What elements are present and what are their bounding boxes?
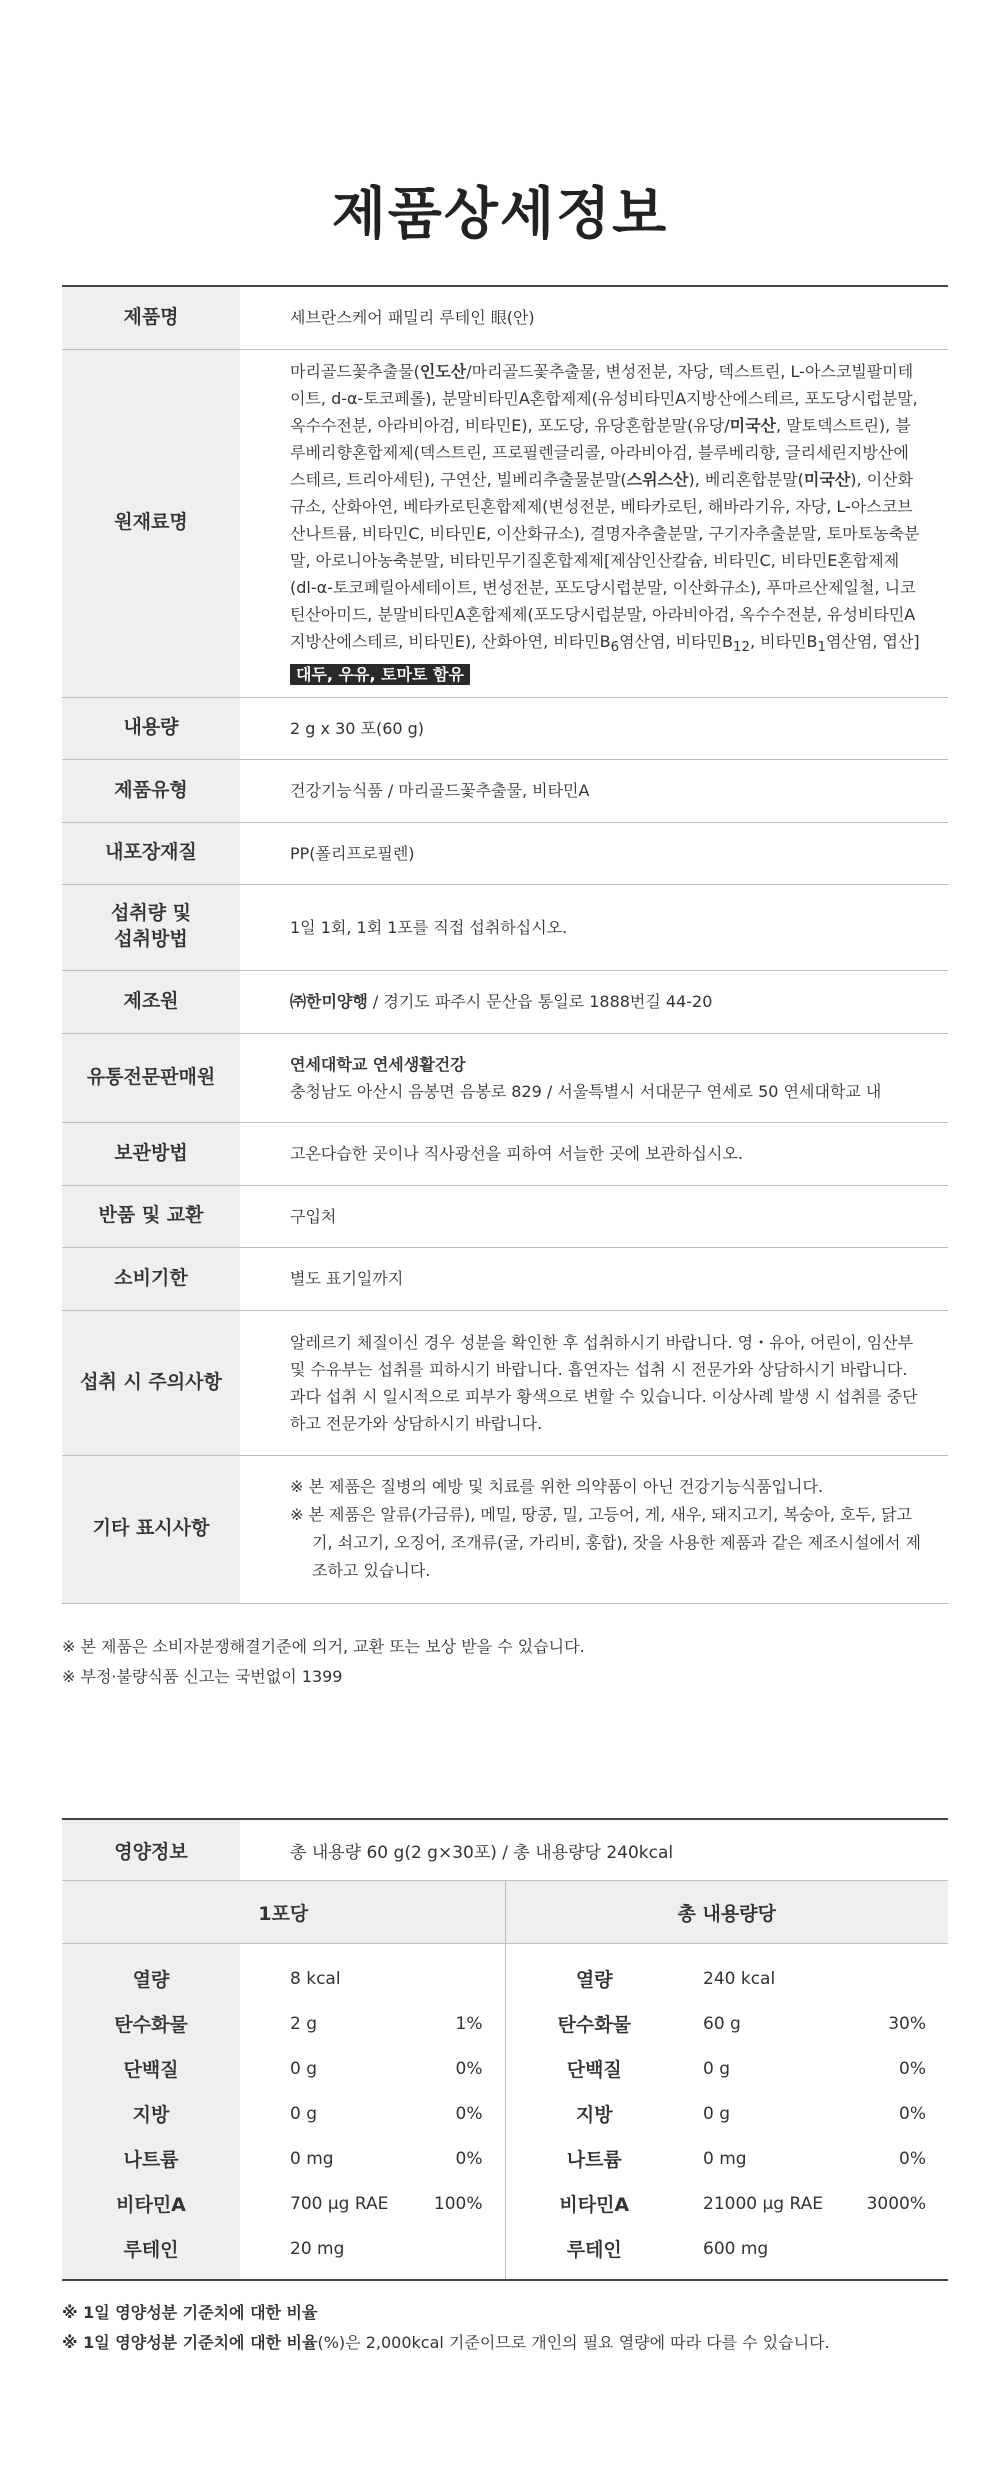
nutrition-row bbox=[62, 2136, 948, 2181]
origin-india: 인도산 bbox=[419, 361, 467, 381]
value-type: 건강기능식품 / 마리골드꽃추출물, 비타민A bbox=[240, 759, 948, 822]
nutrition-row bbox=[62, 2046, 948, 2091]
label-distributor: 유통전문판매원 bbox=[62, 1033, 240, 1122]
value-intake: 1일 1회, 1회 1포를 직접 섭취하십시오. bbox=[240, 884, 948, 970]
nutrition-header bbox=[62, 1819, 948, 1881]
note-line: ※ 부정·불량식품 신고는 국번없이 1399 bbox=[62, 1667, 343, 1686]
total-amount: 0 mg bbox=[703, 2148, 747, 2169]
label-packaging: 내포장재질 bbox=[62, 822, 240, 884]
ingredients-text: ), 베리혼합분말( bbox=[688, 469, 804, 489]
total-percent: 0% bbox=[899, 2103, 926, 2124]
nutrient-name: 열량 bbox=[62, 1944, 240, 2002]
per-packet-percent: 0% bbox=[455, 2058, 483, 2079]
product-info-table bbox=[62, 285, 948, 1604]
ingredients-text: 염산염, 엽산] bbox=[825, 631, 920, 651]
footnote-text: (%)은 2,000kcal 기준이므로 개인의 필요 열량에 따라 다를 수 있습니다. bbox=[317, 2333, 830, 2352]
label-storage: 보관방법 bbox=[62, 1122, 240, 1185]
nutrient-name: 지방 bbox=[62, 2091, 240, 2136]
page-title: 제품상세정보 bbox=[331, 182, 669, 247]
note-line: ※ 본 제품은 소비자분쟁해결기준에 의거, 교환 또는 보상 받을 수 있습니다. bbox=[62, 1637, 585, 1656]
value-returns: 구입처 bbox=[240, 1185, 948, 1247]
total-percent: 0% bbox=[899, 2148, 926, 2169]
row-product-name bbox=[62, 286, 948, 349]
row-intake bbox=[62, 884, 948, 970]
value-manufacturer bbox=[240, 970, 948, 1033]
subscript: 6 bbox=[610, 640, 620, 656]
label-product-name: 제품명 bbox=[62, 286, 240, 349]
nutrient-name: 나트륨 bbox=[505, 2136, 683, 2181]
label-content: 내용량 bbox=[62, 697, 240, 759]
row-manufacturer bbox=[62, 970, 948, 1033]
nutrition-row bbox=[62, 2181, 948, 2226]
value-caution: 알레르기 체질이신 경우 성분을 확인한 후 섭취하시기 바랍니다. 영・유아, 어린이, 임산부 및 수유부는 섭취를 피하시기 바랍니다. 흡연자는 섭취 시 전문가와 상담하시기 바랍니다. 과다 섭취 시 일시적으로 피부가 황색으로 변할 수 있습니다. 이상사례 발생 시 섭취를 중단하고 전문가와 상담하시기 바랍니다. bbox=[240, 1310, 948, 1455]
nutrient-name: 단백질 bbox=[505, 2046, 683, 2091]
ingredients-text: ), 이산화규소, 산화아연, 베타카로틴혼합제제(변성전분, 베타카로틴, 해바라기유, 자당, L-아스코브산나트륨, 비타민C, 비타민E, 이산화규소), 결명자추출분말, 구기자추출분말, 토마토농축분말, 아로니아농축분말, 비타민무기질혼합제제[제삼인산칼슘, 비타민C, 비타민E혼합제제(dl-α-토코페릴아세테이트, 변성전분, 포도당시럽분말, 이산화규소), 푸마르산제일철, 니코틴산아미드, 분말비타민A혼합제제(포도당시럽분말, 아라비아검, 옥수수전분, 유성비타민A지방산에스테르, 비타민E), 산화아연, 비타민B bbox=[290, 469, 920, 651]
label-caution: 섭취 시 주의사항 bbox=[62, 1310, 240, 1455]
subscript: 1 bbox=[817, 640, 826, 656]
total-percent bbox=[828, 2226, 948, 2280]
total-amount: 0 g bbox=[703, 2058, 731, 2079]
nutrient-name: 탄수화물 bbox=[505, 2001, 683, 2046]
nutrition-rows bbox=[62, 1944, 948, 2281]
row-caution bbox=[62, 1310, 948, 1455]
nutrition-table bbox=[62, 1818, 948, 2281]
label-ingredients: 원재료명 bbox=[62, 349, 240, 697]
row-returns bbox=[62, 1185, 948, 1247]
total-amount: 60 g bbox=[703, 2013, 741, 2034]
value-storage: 고온다습한 곳이나 직사광선을 피하여 서늘한 곳에 보관하십시오. bbox=[240, 1122, 948, 1185]
nutrient-name: 비타민A bbox=[62, 2181, 240, 2226]
nutrient-name: 비타민A bbox=[505, 2181, 683, 2226]
nutrition-label: 영양정보 bbox=[62, 1819, 240, 1881]
other-item: ※ 본 제품은 알류(가금류), 메밀, 땅콩, 밀, 고등어, 게, 새우, 돼지고기, 복숭아, 호두, 닭고기, 쇠고기, 오징어, 조개류(굴, 가리비, 홍합), 잣을 사용한 제품과 같은 제조시설에서 제조하고 있습니다. bbox=[290, 1505, 921, 1580]
per-packet-amount: 700 μg RAE bbox=[290, 2193, 389, 2214]
nutrition-row bbox=[62, 2226, 948, 2280]
row-content bbox=[62, 697, 948, 759]
total-amount: 0 g bbox=[703, 2103, 731, 2124]
per-packet-percent: 0% bbox=[455, 2148, 483, 2169]
footnote-line bbox=[62, 2328, 948, 2358]
nutrient-name: 나트륨 bbox=[62, 2136, 240, 2181]
per-packet-amount: 0 g bbox=[290, 2103, 318, 2124]
per-packet-amount: 2 g bbox=[290, 2013, 318, 2034]
nutrition-row bbox=[62, 2001, 948, 2046]
manufacturer-address: / 경기도 파주시 문산읍 통일로 1888번길 44-20 bbox=[367, 992, 713, 1011]
nutrient-name: 지방 bbox=[505, 2091, 683, 2136]
row-other bbox=[62, 1455, 948, 1603]
other-item: ※ 본 제품은 질병의 예방 및 치료를 위한 의약품이 아닌 건강기능식품입니다. bbox=[290, 1477, 824, 1496]
label-intake-line2: 섭취방법 bbox=[114, 928, 188, 950]
ingredients-text: /마리골드꽃추출물, 변성전분, 자당, 덱스트린, L-아스코빌팔미테이트, d-α-토코페롤), 분말비타민A혼합제제(유성비타민A지방산에스테르, 포도당시럽분말, 옥수수전분, 아라비아검, 비타민E), 포도당, 유당혼합분말(유당/ bbox=[290, 361, 918, 435]
footnote-bold: ※ 1일 영양성분 기준치에 대한 비율 bbox=[62, 2333, 318, 2352]
label-manufacturer: 제조원 bbox=[62, 970, 240, 1033]
footnote-line: ※ 1일 영양성분 기준치에 대한 비율 bbox=[62, 2303, 318, 2322]
ingredients-text: 염산염, 비타민B bbox=[619, 631, 733, 651]
total-percent: 3000% bbox=[866, 2193, 926, 2214]
origin-usa: 미국산 bbox=[803, 469, 851, 489]
label-returns: 반품 및 교환 bbox=[62, 1185, 240, 1247]
value-distributor bbox=[240, 1033, 948, 1122]
nutrient-name: 단백질 bbox=[62, 2046, 240, 2091]
total-percent: 0% bbox=[899, 2058, 926, 2079]
nutrient-name: 루테인 bbox=[505, 2226, 683, 2280]
origin-switzerland: 스위스산 bbox=[626, 469, 689, 489]
ingredients-text: , 말토덱스트린), 블루베리향혼합제제(덱스트린, 프로필렌글리콜, 아라비아검, 블루베리향, 글리세린지방산에스테르, 트리아세틴), 구연산, 빌베리추출물분말( bbox=[290, 415, 911, 489]
total-amount: 600 mg bbox=[683, 2226, 828, 2280]
value-content: 2 g x 30 포(60 g) bbox=[240, 697, 948, 759]
product-notes bbox=[62, 1632, 948, 1692]
row-storage bbox=[62, 1122, 948, 1185]
distributor-name: 연세대학교 연세생활건강 bbox=[290, 1054, 466, 1074]
row-distributor bbox=[62, 1033, 948, 1122]
per-packet-percent: 1% bbox=[455, 2013, 483, 2034]
label-other: 기타 표시사항 bbox=[62, 1455, 240, 1603]
column-per-packet: 1포당 bbox=[62, 1881, 505, 1944]
nutrition-row bbox=[62, 1944, 948, 2002]
nutrition-summary: 총 내용량 60 g(2 g×30포) / 총 내용량당 240kcal bbox=[240, 1819, 948, 1881]
nutrition-row bbox=[62, 2091, 948, 2136]
value-other bbox=[240, 1455, 948, 1603]
total-amount: 240 kcal bbox=[703, 1968, 776, 1989]
allergen-badge: 대두, 우유, 토마토 함유 bbox=[290, 664, 470, 685]
origin-usa: 미국산 bbox=[729, 415, 776, 435]
label-intake bbox=[62, 884, 240, 970]
ingredients-text: , 비타민B bbox=[749, 631, 818, 651]
per-packet-amount: 0 mg bbox=[290, 2148, 334, 2169]
per-packet-amount: 0 g bbox=[290, 2058, 318, 2079]
value-packaging: PP(폴리프로필렌) bbox=[240, 822, 948, 884]
value-ingredients bbox=[240, 349, 948, 697]
per-packet-percent bbox=[400, 2226, 505, 2280]
nutrition-columns bbox=[62, 1881, 948, 1944]
total-amount: 21000 μg RAE bbox=[703, 2193, 823, 2214]
label-expiry: 소비기한 bbox=[62, 1247, 240, 1310]
label-type: 제품유형 bbox=[62, 759, 240, 822]
nutrient-name: 탄수화물 bbox=[62, 2001, 240, 2046]
per-packet-percent bbox=[400, 1944, 505, 2002]
distributor-address: 충청남도 아산시 음봉면 음봉로 829 / 서울특별시 서대문구 연세로 50 연세대학교 내 bbox=[290, 1081, 882, 1101]
value-expiry: 별도 표기일까지 bbox=[240, 1247, 948, 1310]
per-packet-percent: 0% bbox=[455, 2103, 483, 2124]
row-ingredients bbox=[62, 349, 948, 697]
nutrition-footnotes bbox=[62, 2298, 948, 2358]
row-packaging bbox=[62, 822, 948, 884]
label-intake-line1: 섭취량 및 bbox=[110, 902, 192, 925]
per-packet-percent: 100% bbox=[433, 2193, 483, 2214]
ingredients-text: 마리골드꽃추출물( bbox=[290, 361, 420, 381]
total-percent bbox=[828, 1944, 948, 2002]
subscript: 12 bbox=[732, 640, 750, 656]
per-packet-amount: 8 kcal bbox=[290, 1968, 341, 1989]
value-product-name: 세브란스케어 패밀리 루테인 眼(안) bbox=[240, 286, 948, 349]
other-list bbox=[290, 1473, 924, 1585]
total-percent: 30% bbox=[888, 2013, 926, 2034]
nutrient-name: 루테인 bbox=[62, 2226, 240, 2280]
row-type bbox=[62, 759, 948, 822]
row-expiry bbox=[62, 1247, 948, 1310]
manufacturer-name: ㈜한미양행 bbox=[290, 992, 368, 1011]
per-packet-amount: 20 mg bbox=[240, 2226, 400, 2280]
nutrient-name: 열량 bbox=[505, 1944, 683, 2002]
column-total: 총 내용량당 bbox=[505, 1881, 948, 1944]
